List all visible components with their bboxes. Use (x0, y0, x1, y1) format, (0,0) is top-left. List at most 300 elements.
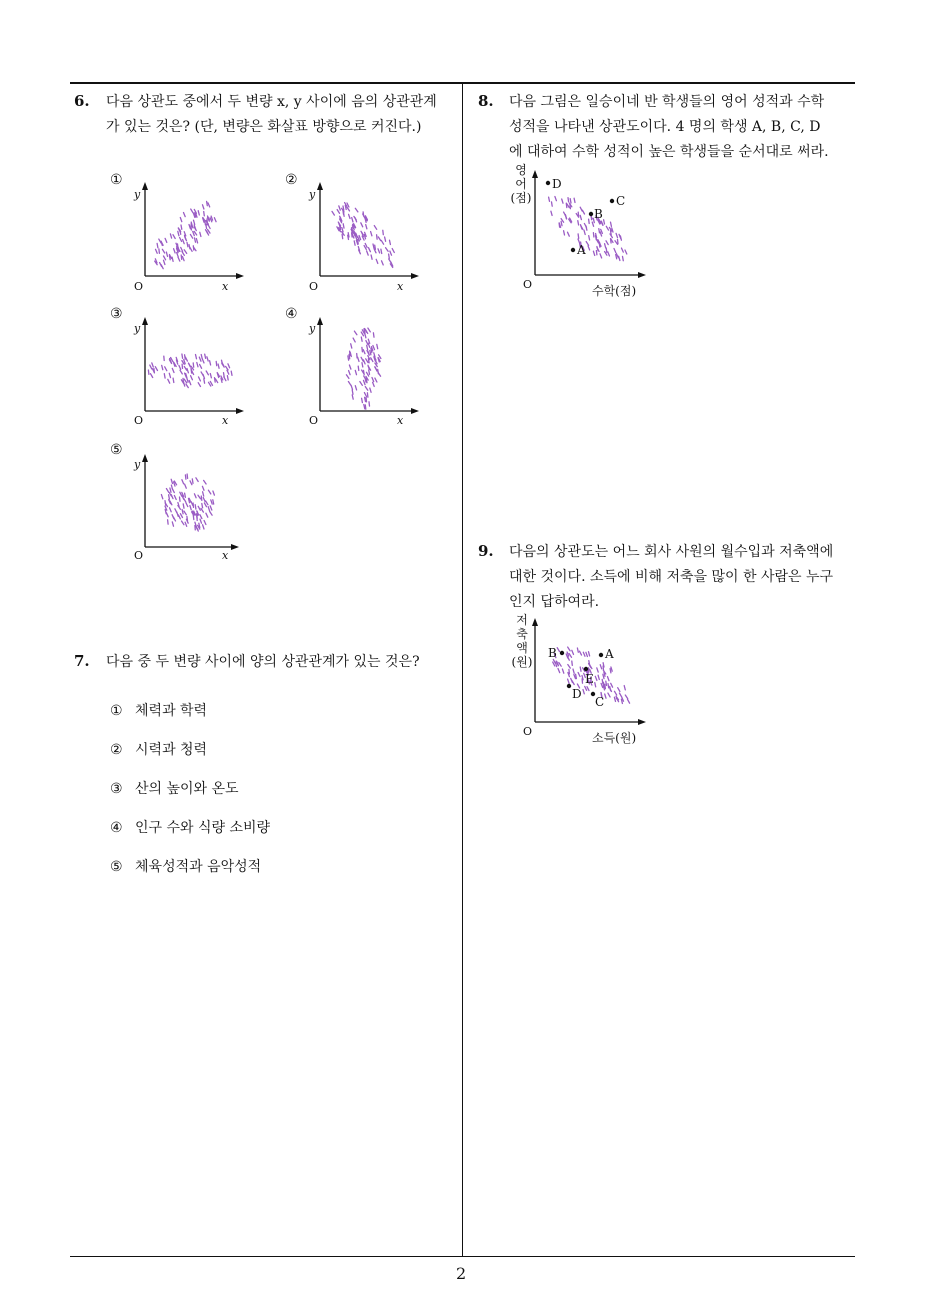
q8-line-1: 다음 그림은 일승이네 반 학생들의 영어 성적과 수학 (509, 94, 825, 110)
q6-plot-1-dots-mark (198, 211, 199, 215)
q9-dots-mark (589, 661, 590, 665)
q6-plot-5-dots-mark (195, 505, 196, 509)
q6-plot-5-dots-mark (177, 512, 178, 516)
q6-plot-3-dots-mark (227, 370, 229, 374)
q8-dots-mark (589, 236, 590, 240)
q9-dots-mark (608, 677, 610, 681)
q6-plot-2-dots-mark (366, 225, 367, 229)
page-number: 2 (456, 1264, 467, 1283)
q6-plot-4-dots-mark (361, 357, 363, 361)
q6-plot-4-dots-mark (355, 386, 356, 390)
q8-dots-mark (584, 230, 585, 234)
q6-plot-5-dots-mark (204, 480, 207, 484)
q6-plot-5-dots-mark (168, 520, 169, 524)
q8-origin: O (523, 278, 533, 291)
q6-plot-2-dots-mark (355, 208, 358, 212)
q6-plot-5-dots-mark (204, 521, 206, 525)
q9-point-e-dot (584, 667, 588, 671)
q7-option-3[interactable] (110, 778, 239, 798)
q6-plot-5-dots-mark (182, 480, 184, 484)
q6-plot-2-y-label: y (309, 188, 316, 201)
q6-plot-5-dots-mark (204, 503, 206, 507)
q8-point-a-label: A (577, 243, 586, 257)
q6-plot-4-dots-mark (355, 370, 356, 374)
q8-dots-mark (606, 248, 607, 252)
q6-plot-1-dots-mark (182, 252, 184, 256)
q8-dots-mark (588, 246, 590, 250)
q7-option-5[interactable] (110, 856, 261, 876)
q6-plot-3-dots-mark (231, 371, 232, 375)
q6-plot-2-dots-mark (381, 240, 383, 244)
q6-plot-1-dots-mark (172, 257, 173, 261)
q6-plot-1-dots-mark (207, 201, 208, 205)
q8-dots-mark (552, 202, 553, 206)
q6-plot-4-mark: ④ (285, 306, 298, 322)
q6-plot-5-dots-mark (171, 495, 173, 499)
q6-plot-5-dots-mark (203, 498, 205, 502)
q6-plot-4-dots-mark (348, 382, 350, 386)
q6-plot-3-dots-mark (189, 363, 191, 367)
q8-dots-mark (593, 233, 594, 237)
q6-plot-4-dots-mark (362, 363, 363, 367)
q8-dots-mark (608, 252, 610, 256)
q8-number: 8. (478, 92, 494, 110)
q6-number: 6. (74, 92, 90, 110)
q6-plot-3-dots-mark (184, 379, 187, 383)
q7-option-3-text: 산의 높이와 온도 (135, 781, 239, 797)
q8-dots-mark (581, 225, 582, 229)
q6-plot-5-dots-mark (200, 519, 202, 523)
q9-dots-mark (597, 668, 598, 672)
q6-plot-1-dots-mark (173, 235, 175, 239)
q8-dots-mark (551, 211, 552, 215)
q8-dots-mark (596, 251, 597, 255)
q9-dots-mark (595, 676, 597, 680)
q6-plot-4-dots-mark (365, 334, 366, 338)
q6-plot-4-dots-mark (370, 388, 371, 392)
q6-plot-4-dots-mark (352, 395, 353, 399)
q8-dots-mark (586, 242, 588, 246)
q9-dots-mark (618, 688, 620, 692)
q9-dots-mark (614, 697, 615, 701)
q8-dots-mark (555, 197, 557, 201)
q6-plot-3-dots-mark (152, 363, 154, 367)
q9-y-label-unit: (원) (511, 655, 533, 669)
q9-dots-mark (589, 652, 590, 656)
q6-plot-1-dots-mark (180, 218, 182, 222)
q8-dots-mark (620, 236, 621, 240)
q6-plot-2-dots-mark (337, 210, 339, 214)
q6-plot-5-dots-mark (170, 508, 172, 512)
q6-plot-5-dots-mark (206, 501, 208, 505)
q6-plot-2-dots-mark (375, 245, 376, 249)
q9-dots-mark (624, 686, 625, 690)
q6-plot-4-dots-mark (364, 393, 366, 397)
q8-y-label-char-2: 어 (515, 177, 527, 191)
q6-plot-4-dots-mark (362, 347, 363, 351)
q6-plot-4-dots-mark (358, 357, 359, 361)
q9-point-d-label: D (572, 687, 582, 701)
q6-plot-4-dots-mark (372, 378, 374, 382)
q8-y-label (508, 163, 534, 205)
q6-plot-1-dots-mark (180, 238, 182, 242)
q6-plot-3-dots-mark (196, 355, 197, 359)
q6-plot-4-dots-mark (367, 393, 368, 397)
q9-dots-mark (606, 681, 607, 685)
q9-point-d-dot (567, 684, 571, 688)
q6-plot-2-dots-mark (332, 211, 334, 215)
q6-plot-4-dots-mark (371, 348, 372, 352)
q6-plot-4-dots-mark (366, 341, 368, 345)
q9-dots-mark (587, 687, 589, 691)
q6-plot-3-mark: ③ (110, 306, 123, 322)
q8-point-a-dot (571, 248, 575, 252)
q6-plot-2-dots-mark (344, 212, 345, 216)
q6-plot-3-dots-mark (226, 366, 229, 370)
q6-plot-3-dots-mark (180, 370, 182, 374)
q6-plot-3-dots-mark (186, 384, 188, 388)
q6-plot-2-dots-mark (363, 212, 364, 216)
q6-plot-5-dots-mark (178, 515, 180, 519)
q6-plot-4-dots-mark (361, 337, 362, 341)
q6-plot-4-dots-mark (358, 366, 359, 370)
q7-option-4-mark: ④ (110, 820, 123, 836)
q6-plot-4-dots-mark (349, 354, 350, 358)
q6-plot-3-dots-mark (197, 363, 198, 367)
q6-plot-1-dots-mark (181, 225, 182, 229)
q8-line-2: 성적을 나타낸 상관도이다. 4 명의 학생 A, B, C, D (509, 119, 821, 135)
q6-plot-2-dots-mark (343, 206, 344, 210)
q6-plot-2-dots-mark (374, 226, 376, 230)
q6-plot-1-x-label: x (222, 280, 229, 293)
q9-dots-mark (576, 674, 577, 678)
bottom-rule (70, 1256, 855, 1257)
q9-dots-mark (595, 683, 596, 687)
q7-option-5-mark: ⑤ (110, 859, 123, 875)
q9-dots-mark (586, 652, 588, 656)
q6-plot-5-dots-mark (180, 514, 182, 518)
q6-plot-5-dots-mark (170, 488, 171, 492)
q6-plot-5-dots-mark (200, 515, 202, 519)
q6-plot-2-dots-mark (385, 237, 386, 241)
q6-plot-4-dots-mark (362, 398, 363, 402)
q6-plot-2-dots-mark (352, 218, 353, 222)
q8-dots-mark (611, 222, 612, 226)
q6-plot-5-dots-mark (166, 489, 168, 493)
q6-plot-4-dots-mark (370, 351, 371, 355)
q6-plot-1-dots-mark (203, 205, 204, 209)
q9-dots-mark (585, 686, 587, 690)
q6-line-1: 다음 상관도 중에서 두 변량 x, y 사이에 음의 상관관계 (106, 94, 437, 110)
q6-plot-2-dots-mark (371, 255, 372, 259)
q6-plot-1-dots-mark (166, 252, 167, 256)
q9-dots-mark (608, 693, 610, 697)
q6-plot-2-dots-mark (369, 248, 371, 252)
q8-dots-mark (605, 244, 606, 248)
q6-plot-3-dots-mark (204, 379, 205, 383)
q6-plot-1-dots-mark (183, 257, 185, 261)
q6-plot-5-dots-mark (206, 513, 208, 517)
q6-plot-5-dots-mark (190, 506, 191, 510)
q6-plot-1-dots-mark (178, 231, 179, 235)
q6-plot-4-dots-mark (364, 380, 366, 384)
q6-plot-3-dots-mark (185, 355, 186, 359)
q6-plot-3-dots-mark (179, 365, 181, 369)
q6-plot-2-dots-mark (378, 237, 380, 241)
q6-plot-4-dots-mark (377, 344, 378, 348)
q6-plot-3-dots-mark (169, 373, 170, 377)
q8-x-label: 수학(점) (592, 284, 637, 298)
q6-plot-5-dots-mark (169, 500, 171, 504)
q6-plot-5-dots-mark (186, 503, 188, 507)
q6-plot-5-dots-mark (208, 507, 209, 511)
q6-plot-1-dots-mark (208, 203, 210, 207)
q6-plot-4-dots-mark (363, 350, 365, 354)
q6-plot-4-dots-mark (373, 333, 374, 337)
q6-plot-1-dots-mark (162, 249, 164, 253)
q6-plot-5-dots-mark (196, 478, 198, 482)
q6-plot-2-dots-mark (361, 223, 363, 227)
q6-plot-5-dots-mark (174, 496, 176, 500)
column-divider (462, 82, 463, 1257)
q6-plot-1-dots-mark (181, 247, 183, 251)
q6-plot-1-dots-mark (165, 238, 167, 242)
q6-plot-4-dots-mark (365, 387, 368, 391)
q6-plot-3-dots-mark (227, 376, 228, 380)
q8-dots-mark (580, 215, 581, 219)
q6-plot-4-dots-mark (368, 351, 370, 355)
q6-plot-4-dots-mark (349, 365, 351, 369)
q6-plot-1-dots-mark (184, 213, 186, 217)
q6-plot-4-dots-mark (369, 402, 370, 406)
q6-plot-1-dots-mark (200, 232, 201, 236)
q6-plot-5-dots-mark (203, 525, 204, 529)
q6-plot-1-dots-mark (195, 238, 196, 242)
q8-dots-mark (574, 198, 575, 202)
q7-option-2-mark: ② (110, 742, 123, 758)
q7-option-1-mark: ① (110, 703, 123, 719)
q8-dots-mark (618, 239, 619, 243)
q6-plot-4-dots-mark (351, 385, 352, 389)
q6-plot-5-dots-mark (201, 508, 203, 512)
q6-plot-1-dots-mark (189, 225, 190, 229)
q6-plot-3-dots-mark (173, 378, 174, 382)
q6-plot-4-dots-mark (351, 344, 352, 348)
q6-plot-3-dots-mark (162, 365, 163, 369)
q6-plot-2-dots-mark (349, 214, 350, 218)
q7-option-1[interactable] (110, 700, 207, 720)
q6-plot-1-dots-mark (196, 239, 197, 243)
q6-plot-2-dots-mark (378, 249, 380, 253)
q9-dots-mark (568, 647, 570, 651)
q9-dots-mark (625, 695, 627, 699)
q8-dots-mark (582, 210, 584, 214)
q8-dots-mark (619, 256, 620, 260)
q6-plot-5-mark: ⑤ (110, 442, 123, 458)
q6-plot-2-dots-mark (390, 251, 392, 255)
q6-plot-4-dots-mark (373, 346, 375, 350)
q6-plot-5-dots-mark (203, 492, 204, 496)
q8-dots-mark (606, 241, 608, 245)
q6-plot-4-dots-mark (348, 356, 349, 360)
q8-line-3: 에 대하여 수학 성적이 높은 학생들을 순서대로 써라. (509, 144, 829, 160)
q7-text: 다음 중 두 변량 사이에 양의 상관관계가 있는 것은? (106, 654, 420, 670)
q6-plot-3-dots-mark (198, 383, 200, 387)
q7-option-4[interactable] (110, 817, 270, 837)
q6-plot-5-dots-mark (213, 500, 214, 504)
q6-plot-5-dots-mark (172, 515, 174, 519)
q6-plot-5-dots-mark (182, 510, 183, 514)
q6-plot-5-dots-mark (213, 491, 215, 495)
q8-dots-mark (561, 221, 562, 225)
q6-plot-3-dots-mark (148, 370, 149, 374)
q9-dots-mark (571, 678, 573, 682)
q6-plot-5-dots-mark (198, 506, 200, 510)
q6-plot-3-dots-mark (207, 357, 208, 361)
q6-plot-5-dots-mark (187, 474, 188, 478)
q9-dots-mark (567, 656, 569, 660)
q6-plot-3-dots-mark (199, 357, 201, 361)
q6-plot-5-dots-mark (182, 521, 184, 525)
q6-plot-2-dots-mark (390, 240, 391, 244)
q6-plot-5-dots-mark (198, 495, 201, 499)
q6-plot-5-dots-mark (211, 500, 212, 504)
q9-dots-mark (611, 683, 613, 687)
q6-plot-3-dots-mark (191, 376, 193, 380)
q6-plot-3-dots-mark (182, 354, 183, 358)
q6-plot-2-dots-mark (339, 206, 341, 210)
q6-plot-5-origin: O (134, 549, 144, 562)
q6-plot-2-dots-mark (367, 251, 369, 255)
q9-dots-mark (580, 651, 582, 655)
q6-plot-2-dots-mark (382, 261, 384, 265)
q7-option-1-text: 체력과 학력 (135, 703, 208, 719)
q6-plot-3-dots-mark (187, 369, 188, 373)
q6-plot-3-dots-mark (165, 367, 167, 371)
q9-x-label: 소득(원) (592, 731, 637, 745)
q6-plot-1-dots-mark (180, 230, 181, 234)
q6-plot-2-dots-mark (359, 236, 361, 240)
q6-plot-3-dots-mark (187, 378, 188, 382)
q6-plot-4-dots-mark (369, 370, 370, 374)
q8-point-d-label: D (552, 177, 562, 191)
q6-plot-4-dots-mark (352, 390, 353, 394)
q8-dots-mark (592, 222, 593, 226)
q6-plot-3-dots-mark (193, 363, 194, 367)
q9-y-label (509, 613, 535, 669)
q6-plot-5-dots-mark (172, 489, 174, 493)
q6-plot-5-dots-mark (172, 522, 173, 526)
q6-plot-3-dots-mark (202, 359, 204, 363)
q8-dots-mark (578, 234, 579, 238)
q6-plot-5-dots-mark (183, 504, 184, 508)
q6-plot-1-dots-mark (178, 257, 180, 261)
q6-plot-1-dots-mark (184, 250, 187, 254)
q8-dots-mark (570, 204, 571, 208)
q6-plot-3-x-label: x (222, 414, 229, 427)
q8-dots-mark (597, 247, 598, 251)
q6-plot-5-dots-mark (192, 479, 193, 483)
q6-plot-3-dots-mark (168, 379, 170, 383)
q6-plot-4-dots-mark (366, 378, 367, 382)
q6-plot-5-dots-mark (191, 502, 193, 506)
q6-plot-3-dots-mark (210, 374, 211, 378)
q6-plot-4-dots-mark (353, 338, 355, 342)
q9-origin: O (523, 725, 533, 738)
q8-dots-mark (600, 254, 602, 258)
q6-plot-4-origin: O (309, 414, 319, 427)
q6-plot-5-dots-mark (185, 522, 187, 526)
q9-dots-mark (608, 684, 609, 688)
q9-dots-mark (580, 667, 581, 671)
q9-line-1: 다음의 상관도는 어느 회사 사원의 월수입과 저축액에 (509, 544, 834, 560)
q6-plot-1-dots-mark (183, 240, 185, 244)
q6-plot-3-dots-mark (151, 374, 153, 378)
q6-plot-5-x-label: x (222, 549, 229, 562)
q9-dots-mark (558, 669, 560, 673)
q6-plot-5-dots-mark (185, 493, 186, 497)
q9-point-b-dot (560, 651, 564, 655)
q6-plot-5-dots-mark (202, 504, 203, 508)
q8-point-b-dot (589, 212, 593, 216)
q6-plot-2-dots-mark (381, 249, 382, 253)
q8-y-label-unit: (점) (510, 191, 532, 205)
q6-plot-1-dots-mark (208, 225, 210, 229)
q6-plot-2-dots-mark (352, 233, 353, 237)
q7-option-4-text: 인구 수와 식량 소비량 (135, 820, 271, 836)
q6-plot-2-dots-mark (389, 259, 391, 263)
q6-plot-2-dots-mark (392, 249, 394, 253)
q6-plot-1-origin: O (134, 280, 144, 293)
q6-plot-4-dots-mark (371, 358, 373, 362)
q6-plot-5-y-label: y (134, 458, 141, 471)
q7-option-5-text: 체육성적과 음악성적 (135, 859, 262, 875)
q9-dots-mark (583, 652, 585, 656)
q8-text (509, 90, 829, 165)
q9-dots-mark (562, 669, 563, 673)
q8-dots-mark (568, 232, 570, 236)
q6-plot-3-dots-mark (189, 381, 191, 385)
q9-dots-mark (569, 669, 570, 673)
q9-point-a-dot (599, 653, 603, 657)
q6-plot-3-y-label: y (134, 322, 141, 335)
q6-plot-1-y-label: y (134, 188, 141, 201)
q9-dots-mark (577, 648, 578, 652)
q7-option-2[interactable] (110, 739, 207, 759)
q6-plot-1-dots-mark (164, 260, 165, 264)
q6-plot-1-dots-mark (214, 218, 216, 222)
q6-plot-5-dots-mark (197, 511, 198, 515)
q6-plot-1-dots-mark (204, 212, 205, 216)
q8-dots-mark (599, 229, 600, 233)
q9-dots-mark (573, 669, 574, 673)
q8-y-label-char-1: 영 (515, 163, 527, 177)
q6-plot-2-x-label: x (397, 280, 404, 293)
q6-plot-2-dots-mark (371, 232, 372, 236)
q6-plot-4-dots-mark (364, 405, 365, 409)
q9-point-b-label: B (548, 646, 557, 660)
q9-y-label-char-1: 저 (516, 613, 528, 627)
q6-plot-2-mark: ② (285, 172, 298, 188)
q8-dots-mark (604, 220, 605, 224)
q6-plot-1-dots-mark (174, 249, 176, 253)
q6-plot-2-dots-mark (377, 235, 378, 239)
q6-plot-3-origin: O (134, 414, 144, 427)
q9-dots-mark (572, 661, 573, 665)
q6-plot-5-dots-mark (169, 495, 170, 499)
q6-plot-3-dots-mark (150, 365, 152, 369)
q6-plot-3-dots-mark (203, 374, 205, 378)
